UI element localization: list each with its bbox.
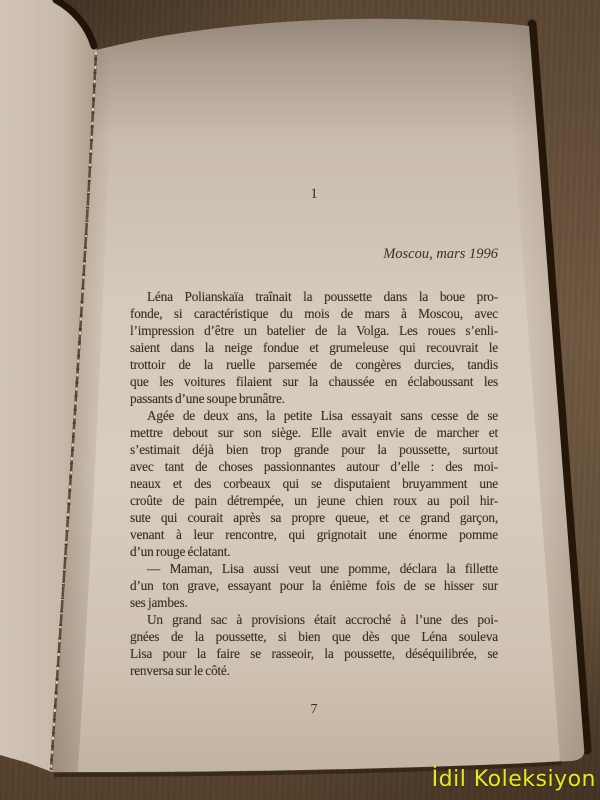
paragraph: [130, 288, 498, 407]
text-line: saient dans la neige fondue et grumeleuse qui recouvrait le: [130, 340, 498, 355]
page-number: 7: [310, 702, 318, 717]
text-line: sute qui courait après sa propre queue, et ce grand garçon,: [130, 510, 498, 525]
text-line: — Maman, Lisa aussi veut une pomme, déclara la fillette: [147, 561, 498, 576]
paragraph: [130, 407, 498, 560]
text-line: Agée de deux ans, la petite Lisa essayait sans cesse de se: [147, 408, 498, 423]
text-line: trottoir de la ruelle parsemée de congères durcies, tandis: [130, 357, 498, 372]
text-line: d’un ton grave, essayant pour la énième fois de se hisser sur: [130, 578, 498, 593]
text-line: d’un rouge éclatant.: [130, 544, 231, 559]
paragraph: [130, 560, 498, 611]
text-line: Un grand sac à provisions était accroché à l’une des poi-: [147, 612, 498, 627]
text-line: ses jambes.: [130, 595, 188, 610]
text-line: gnées de la poussette, si bien que dès que Léna souleva: [130, 629, 498, 644]
text-line: Lisa pour la faire se rasseoir, la poussette, déséquilibrée, se: [130, 646, 498, 661]
text-line: Léna Polianskaïa traînait la poussette dans la boue pro-: [147, 289, 498, 304]
text-line: passants d’une soupe brunâtre.: [130, 391, 285, 406]
paragraph: [130, 611, 498, 679]
text-line: avec tant de choses passionnantes autour d’elle : des moi-: [130, 459, 498, 474]
text-line: mettre debout sur son siège. Elle avait envie de marcher et: [130, 425, 498, 440]
text-line: s’estimait déjà bien trop grande pour la poussette, surtout: [130, 442, 498, 457]
text-line: que les voitures filaient sur la chaussée en éclaboussant les: [130, 374, 498, 389]
text-line: fonde, si caractéristique du mois de mars à Moscou, avec: [130, 306, 498, 321]
text-line: croûte de pain détrempée, un jeune chien roux au poil hir-: [130, 493, 498, 508]
body-text: [130, 288, 498, 679]
page-text-layer: [130, 0, 498, 800]
text-line: l’impression d’être un batelier de la Volga. Les roues s’enli-: [130, 323, 498, 338]
dateline: Moscou, mars 1996: [383, 246, 498, 262]
text-line: venant à leur rencontre, qui grignotait une énorme pomme: [130, 527, 498, 542]
chapter-number: 1: [310, 186, 318, 202]
watermark-text: İdil Koleksiyon: [431, 767, 596, 792]
text-line: neaux et des corbeaux qui se disputaient bruyamment une: [130, 476, 498, 491]
text-line: renversa sur le côté.: [130, 663, 230, 678]
